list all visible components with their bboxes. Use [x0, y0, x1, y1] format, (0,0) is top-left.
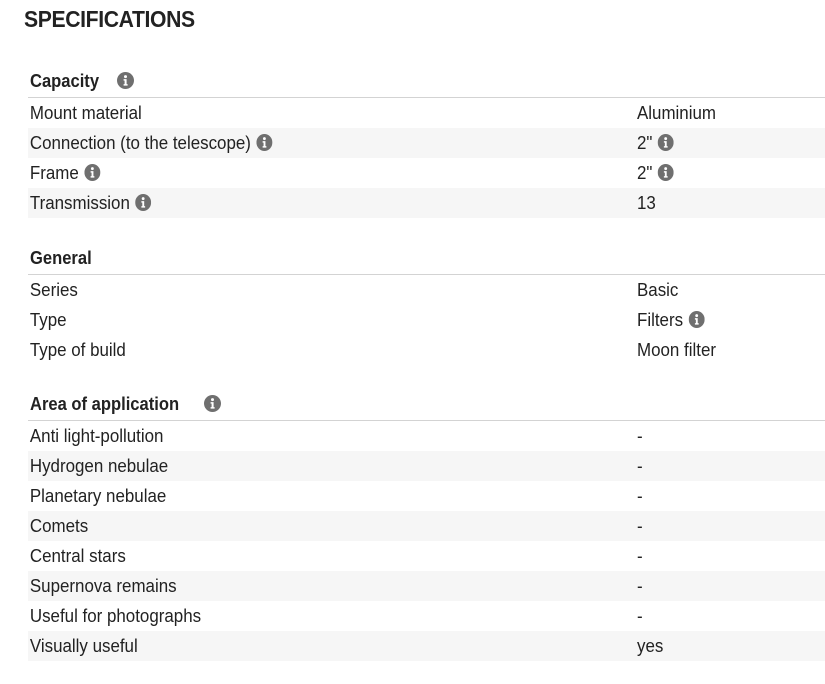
row-label-text: Frame: [29, 162, 79, 183]
section-header: [28, 388, 825, 421]
table-row: [28, 98, 825, 128]
row-label: Mount material: [29, 102, 142, 123]
row-value: Aluminium: [637, 102, 716, 123]
section-general: [28, 242, 825, 365]
row-value: -: [637, 455, 643, 476]
row-label: [28, 133, 600, 154]
row-value-text: 2": [637, 162, 653, 183]
table-row: [28, 601, 825, 631]
info-icon[interactable]: [689, 311, 705, 328]
row-label: Central stars: [29, 545, 126, 566]
row-value: [637, 310, 705, 331]
row-value: -: [637, 605, 643, 626]
section-area-of-application: [28, 388, 825, 661]
info-icon[interactable]: [117, 72, 134, 89]
row-label: Useful for photographs: [29, 605, 202, 626]
section-title: General: [30, 247, 92, 268]
info-icon[interactable]: [257, 134, 273, 151]
section-capacity: [28, 65, 825, 218]
row-value: Basic: [637, 279, 679, 300]
table-row: [28, 511, 825, 541]
info-icon[interactable]: [658, 164, 674, 181]
page-title: SPECIFICATIONS: [24, 6, 195, 32]
table-row: [28, 275, 825, 305]
section-header: [28, 65, 825, 98]
table-row: [28, 451, 825, 481]
table-row: [28, 335, 825, 365]
row-label: Visually useful: [29, 635, 138, 656]
table-row: [28, 421, 825, 451]
row-value: -: [637, 575, 643, 596]
row-value-text: 2": [637, 132, 653, 153]
row-value: 13: [637, 192, 656, 213]
row-label: Planetary nebulae: [29, 485, 167, 506]
row-value: -: [637, 545, 643, 566]
row-value: [637, 163, 674, 184]
row-value-text: Filters: [637, 309, 684, 330]
section-header: [28, 242, 825, 275]
info-icon[interactable]: [204, 395, 221, 412]
row-label: [28, 163, 600, 184]
row-label-text: Transmission: [29, 192, 130, 213]
row-value: -: [637, 515, 643, 536]
section-title: Area of application: [30, 393, 180, 414]
info-icon[interactable]: [135, 194, 151, 211]
row-label: Comets: [29, 515, 89, 536]
row-label: Type of build: [29, 339, 126, 360]
section-title: Capacity: [30, 70, 100, 91]
row-label: Hydrogen nebulae: [29, 455, 169, 476]
table-row: [28, 541, 825, 571]
table-row: [28, 128, 825, 158]
row-label-text: Connection (to the telescope): [29, 132, 251, 153]
info-icon[interactable]: [84, 164, 100, 181]
row-label: Anti light-pollution: [29, 425, 164, 446]
row-label: [28, 193, 600, 214]
info-icon[interactable]: [658, 134, 674, 151]
table-row: [28, 481, 825, 511]
table-row: [28, 571, 825, 601]
row-value: -: [637, 485, 643, 506]
row-label: Type: [29, 309, 67, 330]
table-row: [28, 305, 825, 335]
row-label: Series: [29, 279, 78, 300]
table-row: [28, 631, 825, 661]
row-value: [637, 133, 674, 154]
row-value: Moon filter: [637, 339, 717, 360]
row-value: yes: [637, 635, 664, 656]
row-label: Supernova remains: [29, 575, 177, 596]
row-value: -: [637, 425, 643, 446]
table-row: [28, 188, 825, 218]
table-row: [28, 158, 825, 188]
